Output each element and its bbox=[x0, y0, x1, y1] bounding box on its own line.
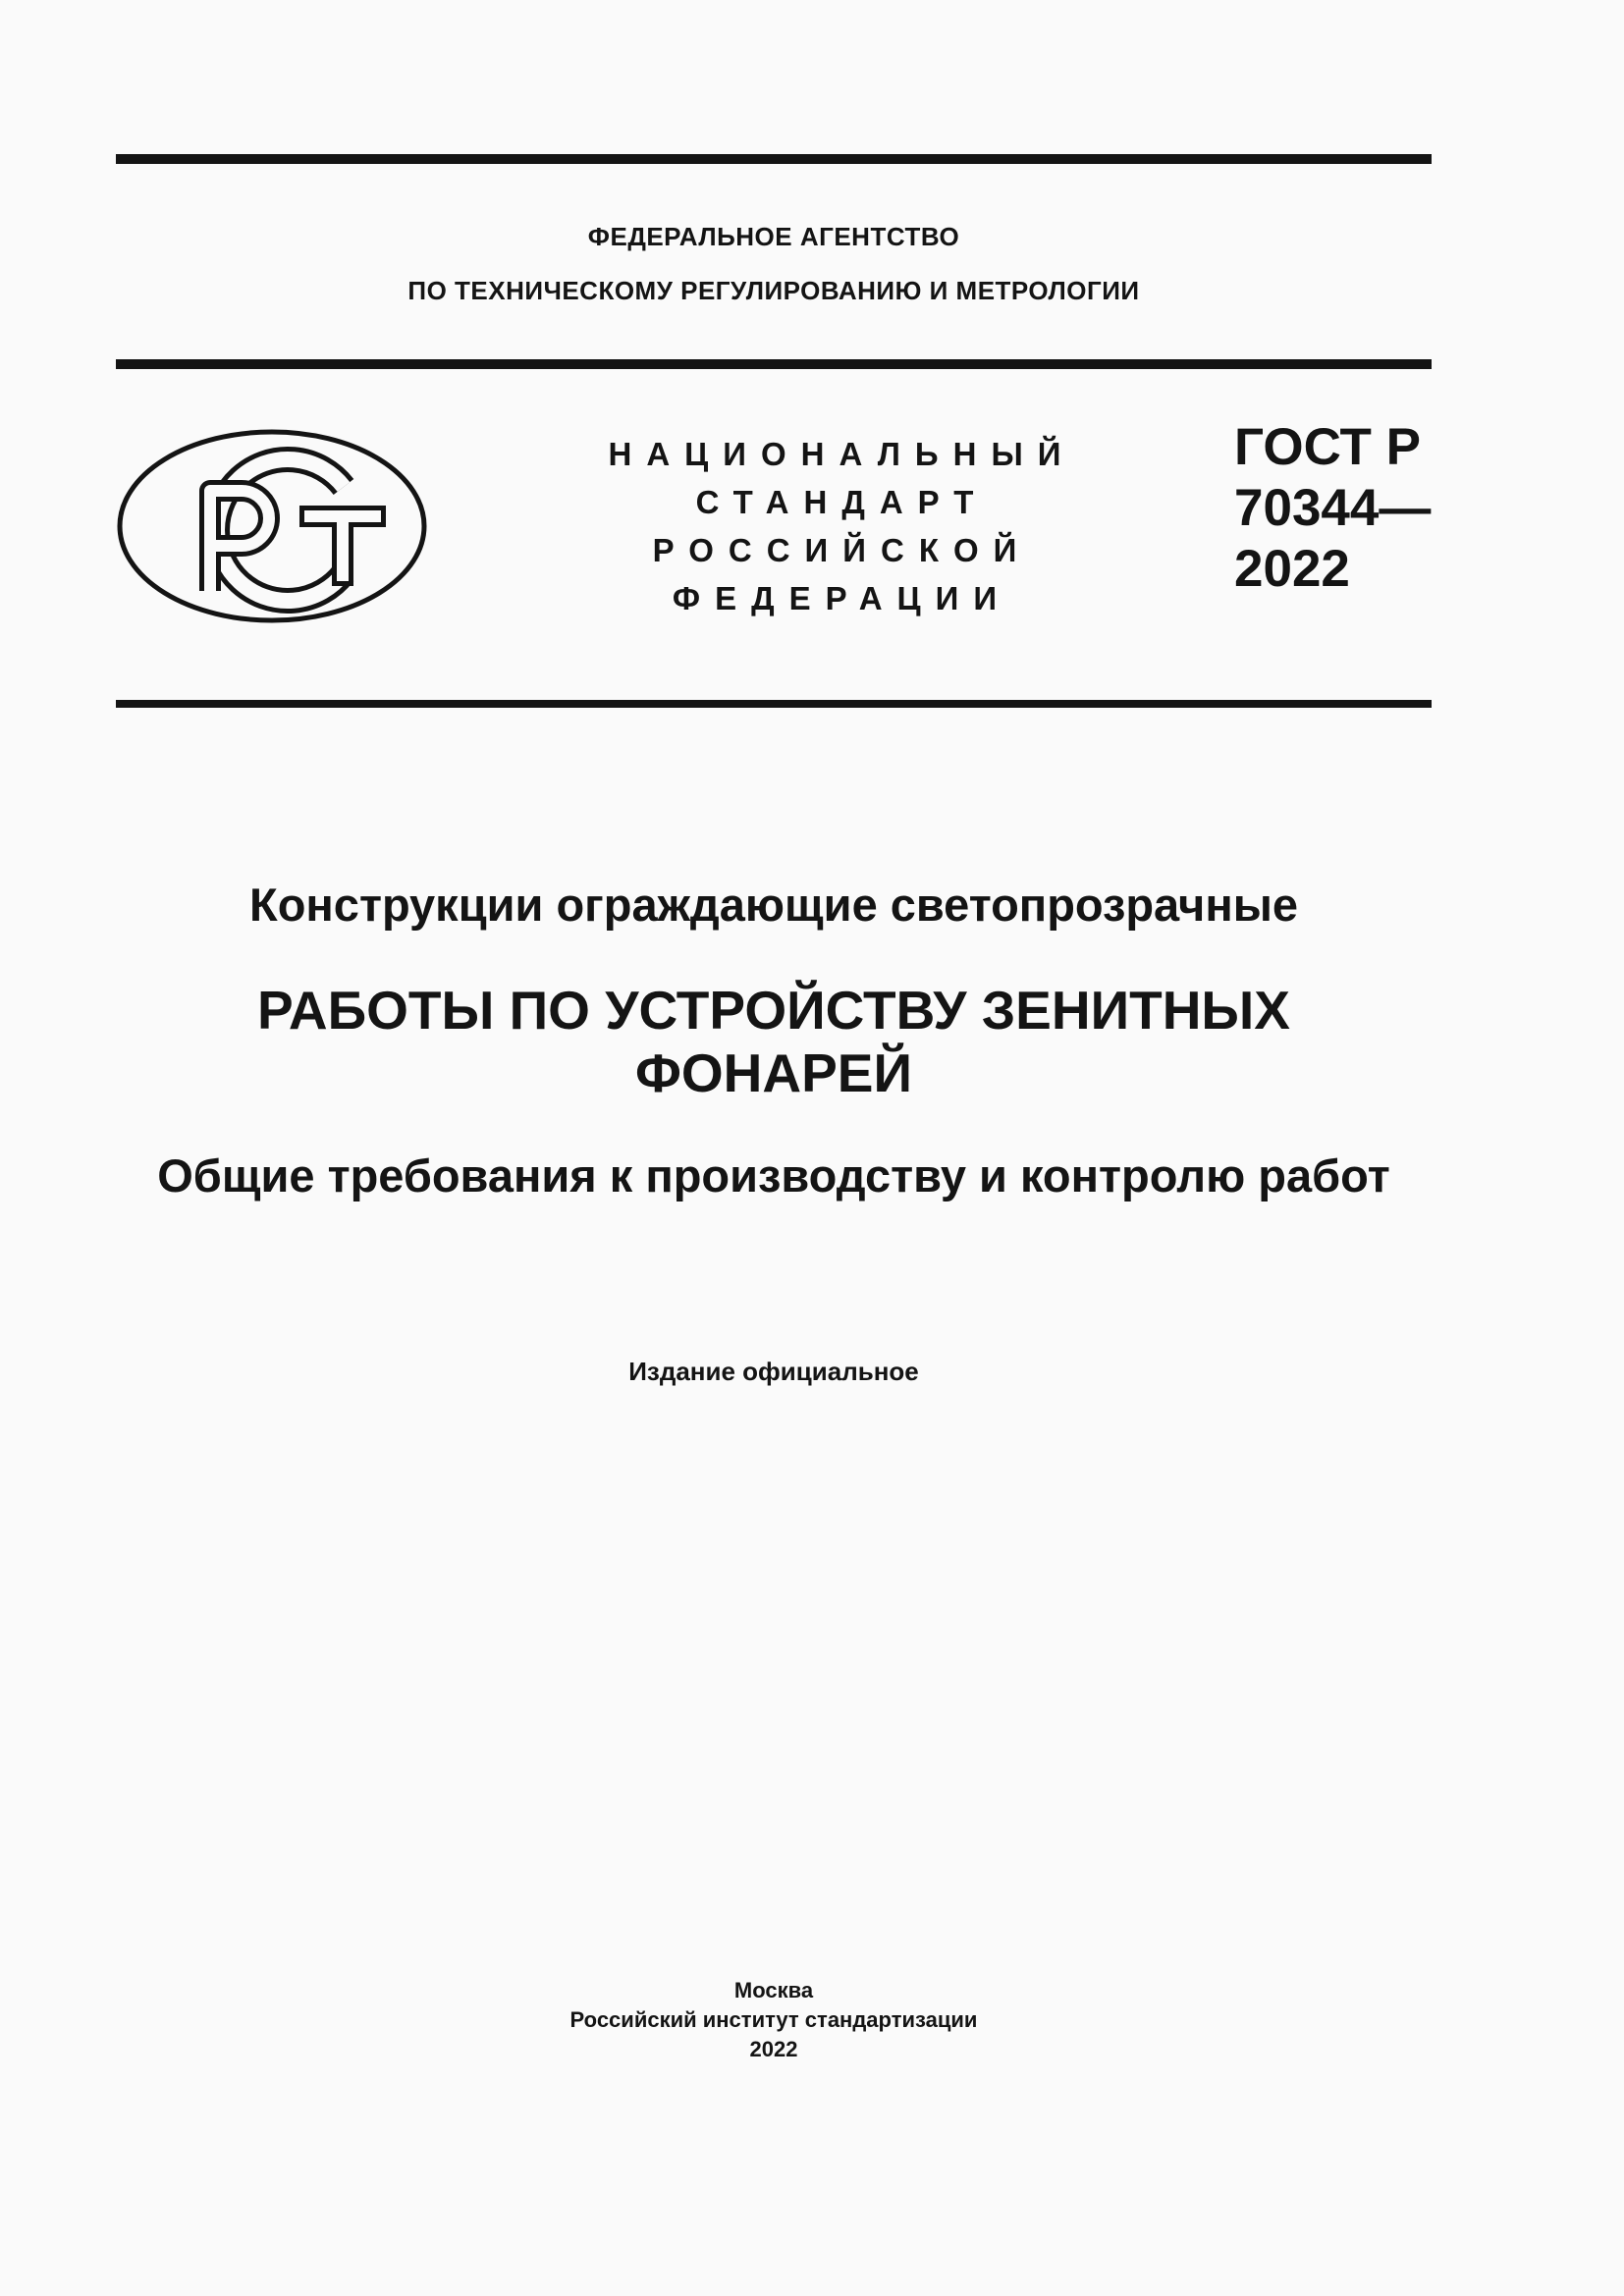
title-main-line-1: РАБОТЫ ПО УСТРОЙСТВУ ЗЕНИТНЫХ bbox=[257, 980, 1290, 1041]
title-subtitle: Общие требования к производству и контролю работ bbox=[157, 1149, 1390, 1201]
designation-line-2: 70344— bbox=[1234, 479, 1432, 537]
publisher-name: Российский институт стандартизации bbox=[569, 2007, 978, 2032]
rst-certification-mark-icon bbox=[116, 428, 428, 624]
standard-type bbox=[579, 430, 1090, 622]
standard-designation bbox=[1234, 417, 1470, 600]
title-main-line-2: ФОНАРЕЙ bbox=[634, 1042, 913, 1103]
agency-line-2: ПО ТЕХНИЧЕСКОМУ РЕГУЛИРОВАНИЮ И МЕТРОЛОГИИ bbox=[407, 276, 1140, 305]
standard-type-line-3: РОССИЙСКОЙ bbox=[652, 532, 1032, 568]
header-rule bbox=[116, 359, 1432, 369]
title-group: Конструкции ограждающие светопрозрачные bbox=[249, 879, 1298, 931]
header-bottom-rule bbox=[116, 700, 1432, 708]
publisher-year: 2022 bbox=[749, 2037, 798, 2061]
publisher-block bbox=[116, 1976, 1432, 2064]
title-main bbox=[116, 979, 1432, 1104]
standard-type-line-4: ФЕДЕРАЦИИ bbox=[672, 580, 1012, 616]
top-rule bbox=[116, 154, 1432, 164]
edition-label: Издание официальное bbox=[628, 1357, 919, 1386]
designation-line-3: 2022 bbox=[1234, 540, 1350, 598]
publisher-city: Москва bbox=[733, 1978, 814, 2002]
standard-type-line-1: НАЦИОНАЛЬНЫЙ bbox=[608, 436, 1076, 472]
agency-line-1: ФЕДЕРАЛЬНОЕ АГЕНТСТВО bbox=[587, 222, 960, 251]
designation-line-1: ГОСТ Р bbox=[1234, 418, 1421, 476]
standard-type-line-2: СТАНДАРТ bbox=[695, 484, 989, 520]
